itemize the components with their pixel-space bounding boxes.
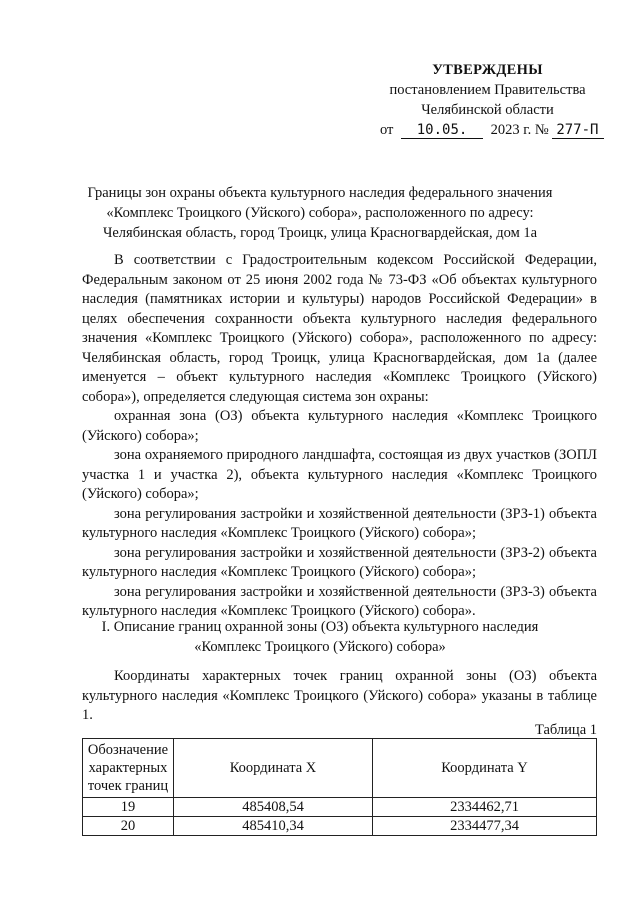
paragraph-zone-zrz-3: зона регулирования застройки и хозяйственной деятельности (ЗРЗ-3) объекта культурного наследия «Комплекс Троицкого (Уйского) собора». [82, 583, 597, 619]
cell-point: 19 [83, 798, 174, 817]
document-body [82, 251, 597, 622]
table-header-row [83, 739, 597, 798]
table-caption: Таблица 1 [534, 722, 597, 738]
approval-heading: УТВЕРЖДЕНЫ [432, 62, 543, 78]
title-line-3: Челябинская область, город Троицк, улица Красногвардейская, дом 1а [102, 225, 538, 241]
section-heading-line-1: I. Описание границ охранной зоны (ОЗ) объекта культурного наследия [101, 619, 539, 635]
paragraph-intro: В соответствии с Градостроительным кодексом Российской Федерации, Федеральным законом от 25 июня 2002 года № 73-ФЗ «Об объектах культурного наследия (памятниках истории и культуры) народов Российской Федерации» в целях обеспечения сохранности объекта культурного наследия федерального значения «Комплекс Троицкого (Уйского) собора», расположенного по адресу: Челябинская область, город Троицк, улица Красногвардейская, дом 1а (далее именуется – объект культурного наследия «Комплекс Троицкого (Уйского) собора»), определяется следующая система зон охраны: [82, 252, 597, 405]
coordinates-intro-text: Координаты характерных точек границ охранной зоны (ОЗ) объекта культурного наследия «Комплекс Троицкого (Уйского) собора» указаны в таблице 1. [82, 668, 597, 723]
paragraph-zone-zopl: зона охраняемого природного ландшафта, состоящая из двух участков (ЗОПЛ участка 1 и участка 2), объекта культурного наследия «Комплекс Троицкого (Уйского) собора»; [82, 447, 597, 502]
section-heading [70, 617, 570, 657]
header-coordinate-y: Координата Y [373, 739, 597, 798]
cell-y: 2334462,71 [373, 798, 597, 817]
year-number-label: 2023 г. № [490, 122, 549, 138]
cell-point: 20 [83, 817, 174, 836]
cell-x: 485408,54 [174, 798, 373, 817]
cell-y: 2334477,34 [373, 817, 597, 836]
table-row [83, 798, 597, 817]
title-line-1: Границы зон охраны объекта культурного наследия федерального значения [87, 185, 553, 201]
approval-stamp [380, 60, 599, 140]
approval-line-1: постановлением Правительства [389, 82, 586, 98]
table-row [83, 817, 597, 836]
date-prefix: от [380, 122, 394, 138]
header-coordinate-x: Координата X [174, 739, 373, 798]
approval-line-2: Челябинской области [421, 102, 554, 118]
coordinates-table [82, 738, 597, 836]
handwritten-date: 10.05. [401, 122, 483, 139]
handwritten-number: 277-П [552, 122, 604, 139]
paragraph-zone-zrz-2: зона регулирования застройки и хозяйственной деятельности (ЗРЗ-2) объекта культурного наследия «Комплекс Троицкого (Уйского) собора»; [82, 544, 597, 580]
section-heading-line-2: «Комплекс Троицкого (Уйского) собора» [194, 639, 446, 655]
paragraph-zone-zrz-1: зона регулирования застройки и хозяйственной деятельности (ЗРЗ-1) объекта культурного наследия «Комплекс Троицкого (Уйского) собора»; [82, 505, 597, 541]
coordinates-intro [82, 667, 597, 726]
approval-date-line [380, 120, 599, 140]
header-point-designation: Обозначение характерных точек границ [83, 739, 174, 798]
title-line-2: «Комплекс Троицкого (Уйского) собора», расположенного по адресу: [106, 205, 534, 221]
cell-x: 485410,34 [174, 817, 373, 836]
document-title [70, 183, 570, 243]
paragraph-zone-oz: охранная зона (ОЗ) объекта культурного наследия «Комплекс Троицкого (Уйского) собора»; [82, 408, 597, 444]
